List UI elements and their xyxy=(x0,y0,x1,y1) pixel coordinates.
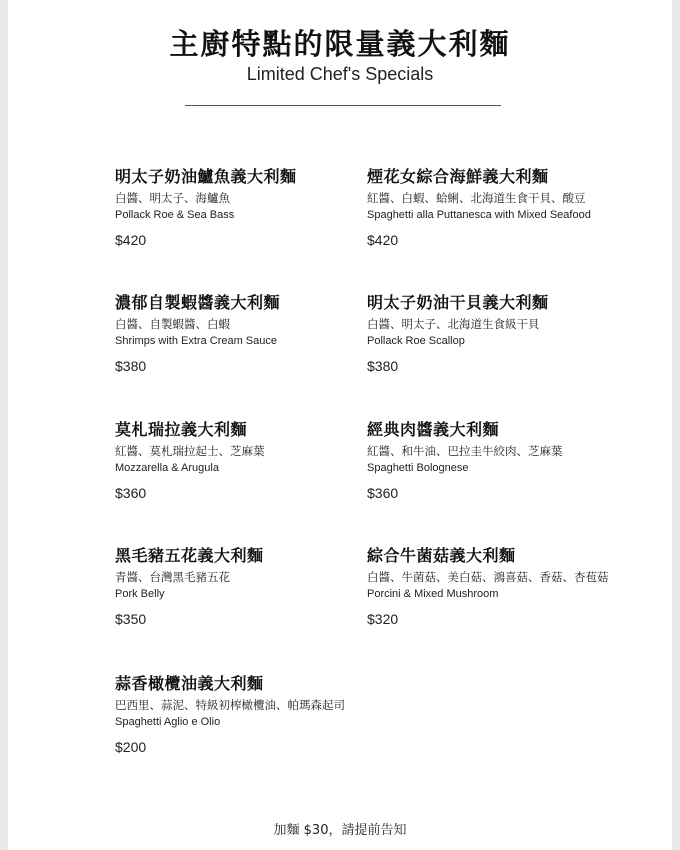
item-english-name: Spaghetti Bolognese xyxy=(367,462,469,474)
item-ingredients: 紅醬、和牛油、巴拉圭牛絞肉、芝麻葉 xyxy=(367,444,563,458)
item-name: 明太子奶油鱸魚義大利麵 xyxy=(115,167,297,186)
menu-item xyxy=(115,167,395,248)
item-price: $380 xyxy=(115,358,147,374)
item-english-name: Mozzarella & Arugula xyxy=(115,462,219,474)
item-ingredients: 白醬、牛菌菇、美白菇、鴻喜菇、香菇、杏苞菇 xyxy=(367,570,609,584)
menu-item xyxy=(115,420,395,501)
item-ingredients: 青醬、台灣黑毛豬五花 xyxy=(115,570,230,584)
item-ingredients: 巴西里、蒜泥、特級初榨橄欖油、帕瑪森起司 xyxy=(115,698,345,712)
menu-item xyxy=(367,293,647,374)
item-price: $200 xyxy=(115,739,147,755)
item-english-name: Spaghetti Aglio e Olio xyxy=(115,716,221,728)
menu-item xyxy=(115,293,395,374)
item-price: $320 xyxy=(367,611,399,627)
item-english-name: Pork Belly xyxy=(115,588,165,600)
item-ingredients: 白醬、明太子、北海道生食級干貝 xyxy=(367,317,540,331)
menu-subtitle: Limited Chef's Specials xyxy=(246,64,434,84)
item-name: 綜合牛菌菇義大利麵 xyxy=(367,546,516,565)
item-ingredients: 白醬、自製蝦醬、白蝦 xyxy=(115,317,230,331)
item-name: 黑毛豬五花義大利麵 xyxy=(115,546,264,565)
menu-page xyxy=(8,0,672,850)
item-english-name: Shrimps with Extra Cream Sauce xyxy=(115,335,277,347)
item-name: 經典肉醬義大利麵 xyxy=(367,420,500,439)
menu-item xyxy=(367,546,647,627)
item-english-name: Pollack Roe Scallop xyxy=(367,335,465,347)
item-name: 明太子奶油干貝義大利麵 xyxy=(367,293,549,312)
item-name: 濃郁自製蝦醬義大利麵 xyxy=(115,293,281,312)
item-english-name: Porcini & Mixed Mushroom xyxy=(367,588,499,600)
item-english-name: Pollack Roe & Sea Bass xyxy=(115,209,235,221)
menu-item xyxy=(367,167,647,248)
item-price: $420 xyxy=(115,232,147,248)
menu-item xyxy=(115,546,395,627)
item-ingredients: 紅醬、白蝦、蛤蜊、北海道生食干貝、酸豆 xyxy=(367,191,586,205)
item-name: 莫札瑞拉義大利麵 xyxy=(115,420,248,439)
item-name: 蒜香橄欖油義大利麵 xyxy=(115,674,264,693)
item-price: $360 xyxy=(367,485,399,501)
title-divider xyxy=(185,105,501,106)
item-ingredients: 紅醬、莫札瑞拉起士、芝麻葉 xyxy=(115,444,265,458)
item-price: $350 xyxy=(115,611,147,627)
item-ingredients: 白醬、明太子、海鱸魚 xyxy=(115,191,230,205)
item-name: 煙花女綜合海鮮義大利麵 xyxy=(367,167,549,186)
item-price: $380 xyxy=(367,358,399,374)
item-price: $420 xyxy=(367,232,399,248)
item-english-name: Spaghetti alla Puttanesca with Mixed Seafood xyxy=(367,209,591,221)
menu-title: 主廚特點的限量義大利麵 xyxy=(169,27,511,61)
menu-item xyxy=(367,420,647,501)
item-price: $360 xyxy=(115,485,147,501)
footer-note: 加麵 $30，請提前告知 xyxy=(273,823,407,838)
menu-item xyxy=(115,674,395,755)
